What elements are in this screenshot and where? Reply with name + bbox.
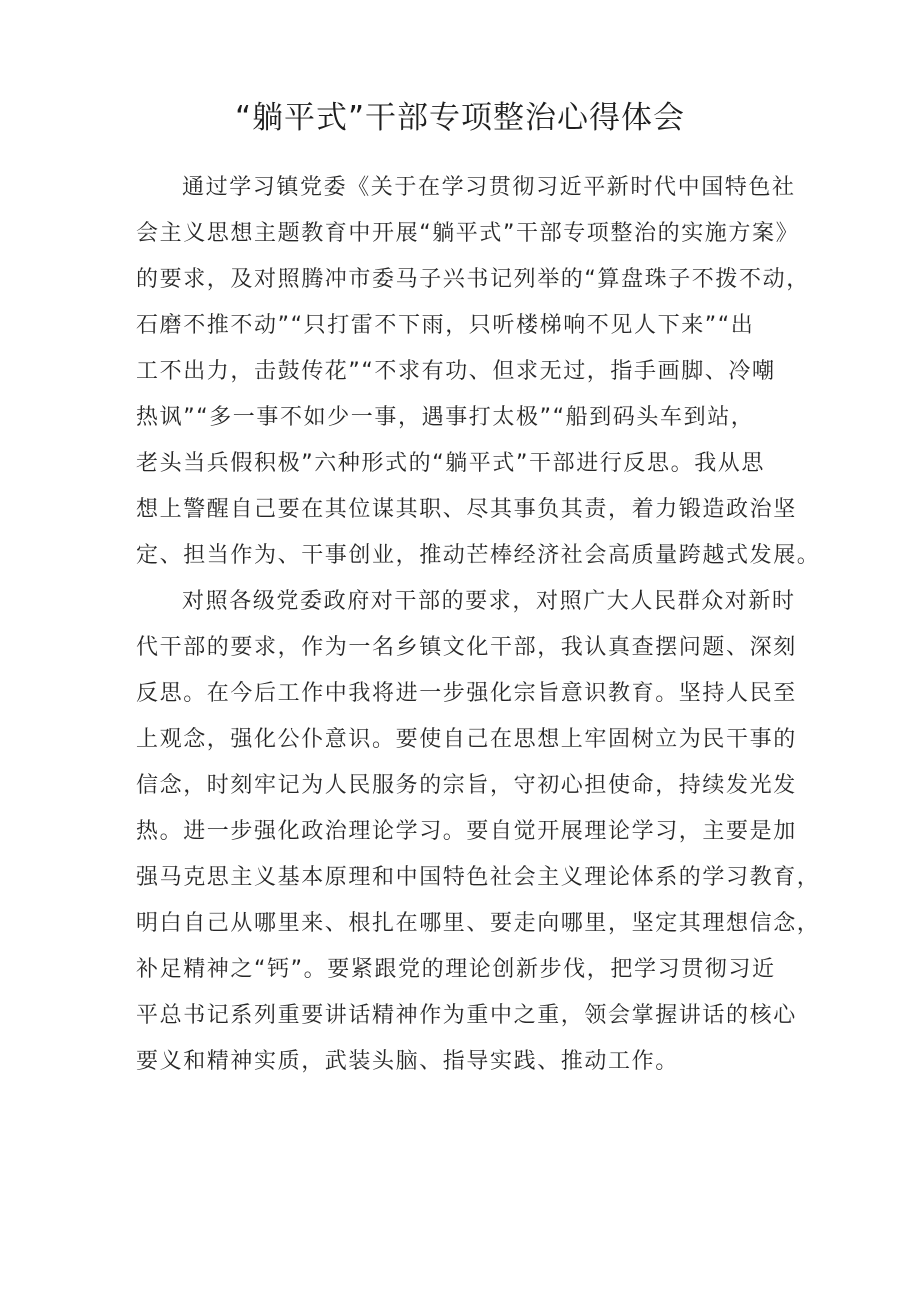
paragraph-line: 反思。在今后工作中我将进一步强化宗旨意识教育。坚持人民至 bbox=[136, 681, 797, 706]
document-body bbox=[136, 165, 821, 1085]
paragraph-1 bbox=[136, 165, 821, 579]
paragraph-line: 代干部的要求，作为一名乡镇文化干部，我认真查摆问题、深刻 bbox=[136, 635, 797, 660]
paragraph-line: 热。进一步强化政治理论学习。要自觉开展理论学习，主要是加 bbox=[136, 819, 797, 844]
paragraph-line: 石磨不推不动”“只打雷不下雨，只听楼梯响不见人下来”“出 bbox=[136, 313, 755, 338]
paragraph-line: 会主义思想主题教育中开展“躺平式”干部专项整治的实施方案》 bbox=[136, 221, 800, 246]
paragraph-line: 老头当兵假积极”六种形式的“躺平式”干部进行反思。我从思 bbox=[136, 451, 765, 476]
paragraph-line: 想上警醒自己要在其位谋其职、尽其事负其责，着力锻造政治坚 bbox=[136, 497, 797, 522]
paragraph-line: 热讽”“多一事不如少一事，遇事打太极”“船到码头车到站， bbox=[136, 405, 755, 430]
paragraph-line: 平总书记系列重要讲话精神作为重中之重，领会掌握讲话的核心 bbox=[136, 1003, 797, 1028]
paragraph-line: 信念，时刻牢记为人民服务的宗旨，守初心担使命，持续发光发 bbox=[136, 773, 797, 798]
paragraph-line: 通过学习镇党委《关于在学习贯彻习近平新时代中国特色社 bbox=[182, 175, 796, 200]
paragraph-line: 明白自己从哪里来、根扎在哪里、要走向哪里，坚定其理想信念， bbox=[136, 911, 821, 936]
paragraph-line: 工不出力，击鼓传花”“不求有功、但求无过，指手画脚、冷嘲 bbox=[136, 359, 776, 384]
paragraph-line: 要义和精神实质，武装头脑、指导实践、推动工作。 bbox=[136, 1049, 679, 1074]
document-title: “躺平式”干部专项整治心得体会 bbox=[234, 100, 686, 136]
paragraph-2 bbox=[136, 579, 821, 1085]
paragraph-line: 上观念，强化公仆意识。要使自己在思想上牢固树立为民干事的 bbox=[136, 727, 797, 752]
paragraph-line: 对照各级党委政府对干部的要求，对照广大人民群众对新时 bbox=[182, 589, 796, 614]
paragraph-line: 补足精神之“钙”。要紧跟党的理论创新步伐，把学习贯彻习近 bbox=[136, 957, 776, 982]
paragraph-line: 定、担当作为、干事创业，推动芒棒经济社会高质量跨越式发展。 bbox=[136, 543, 821, 568]
paragraph-line: 的要求，及对照腾冲市委马子兴书记列举的“算盘珠子不拨不动， bbox=[136, 267, 810, 292]
paragraph-line: 强马克思主义基本原理和中国特色社会主义理论体系的学习教育， bbox=[136, 865, 821, 890]
